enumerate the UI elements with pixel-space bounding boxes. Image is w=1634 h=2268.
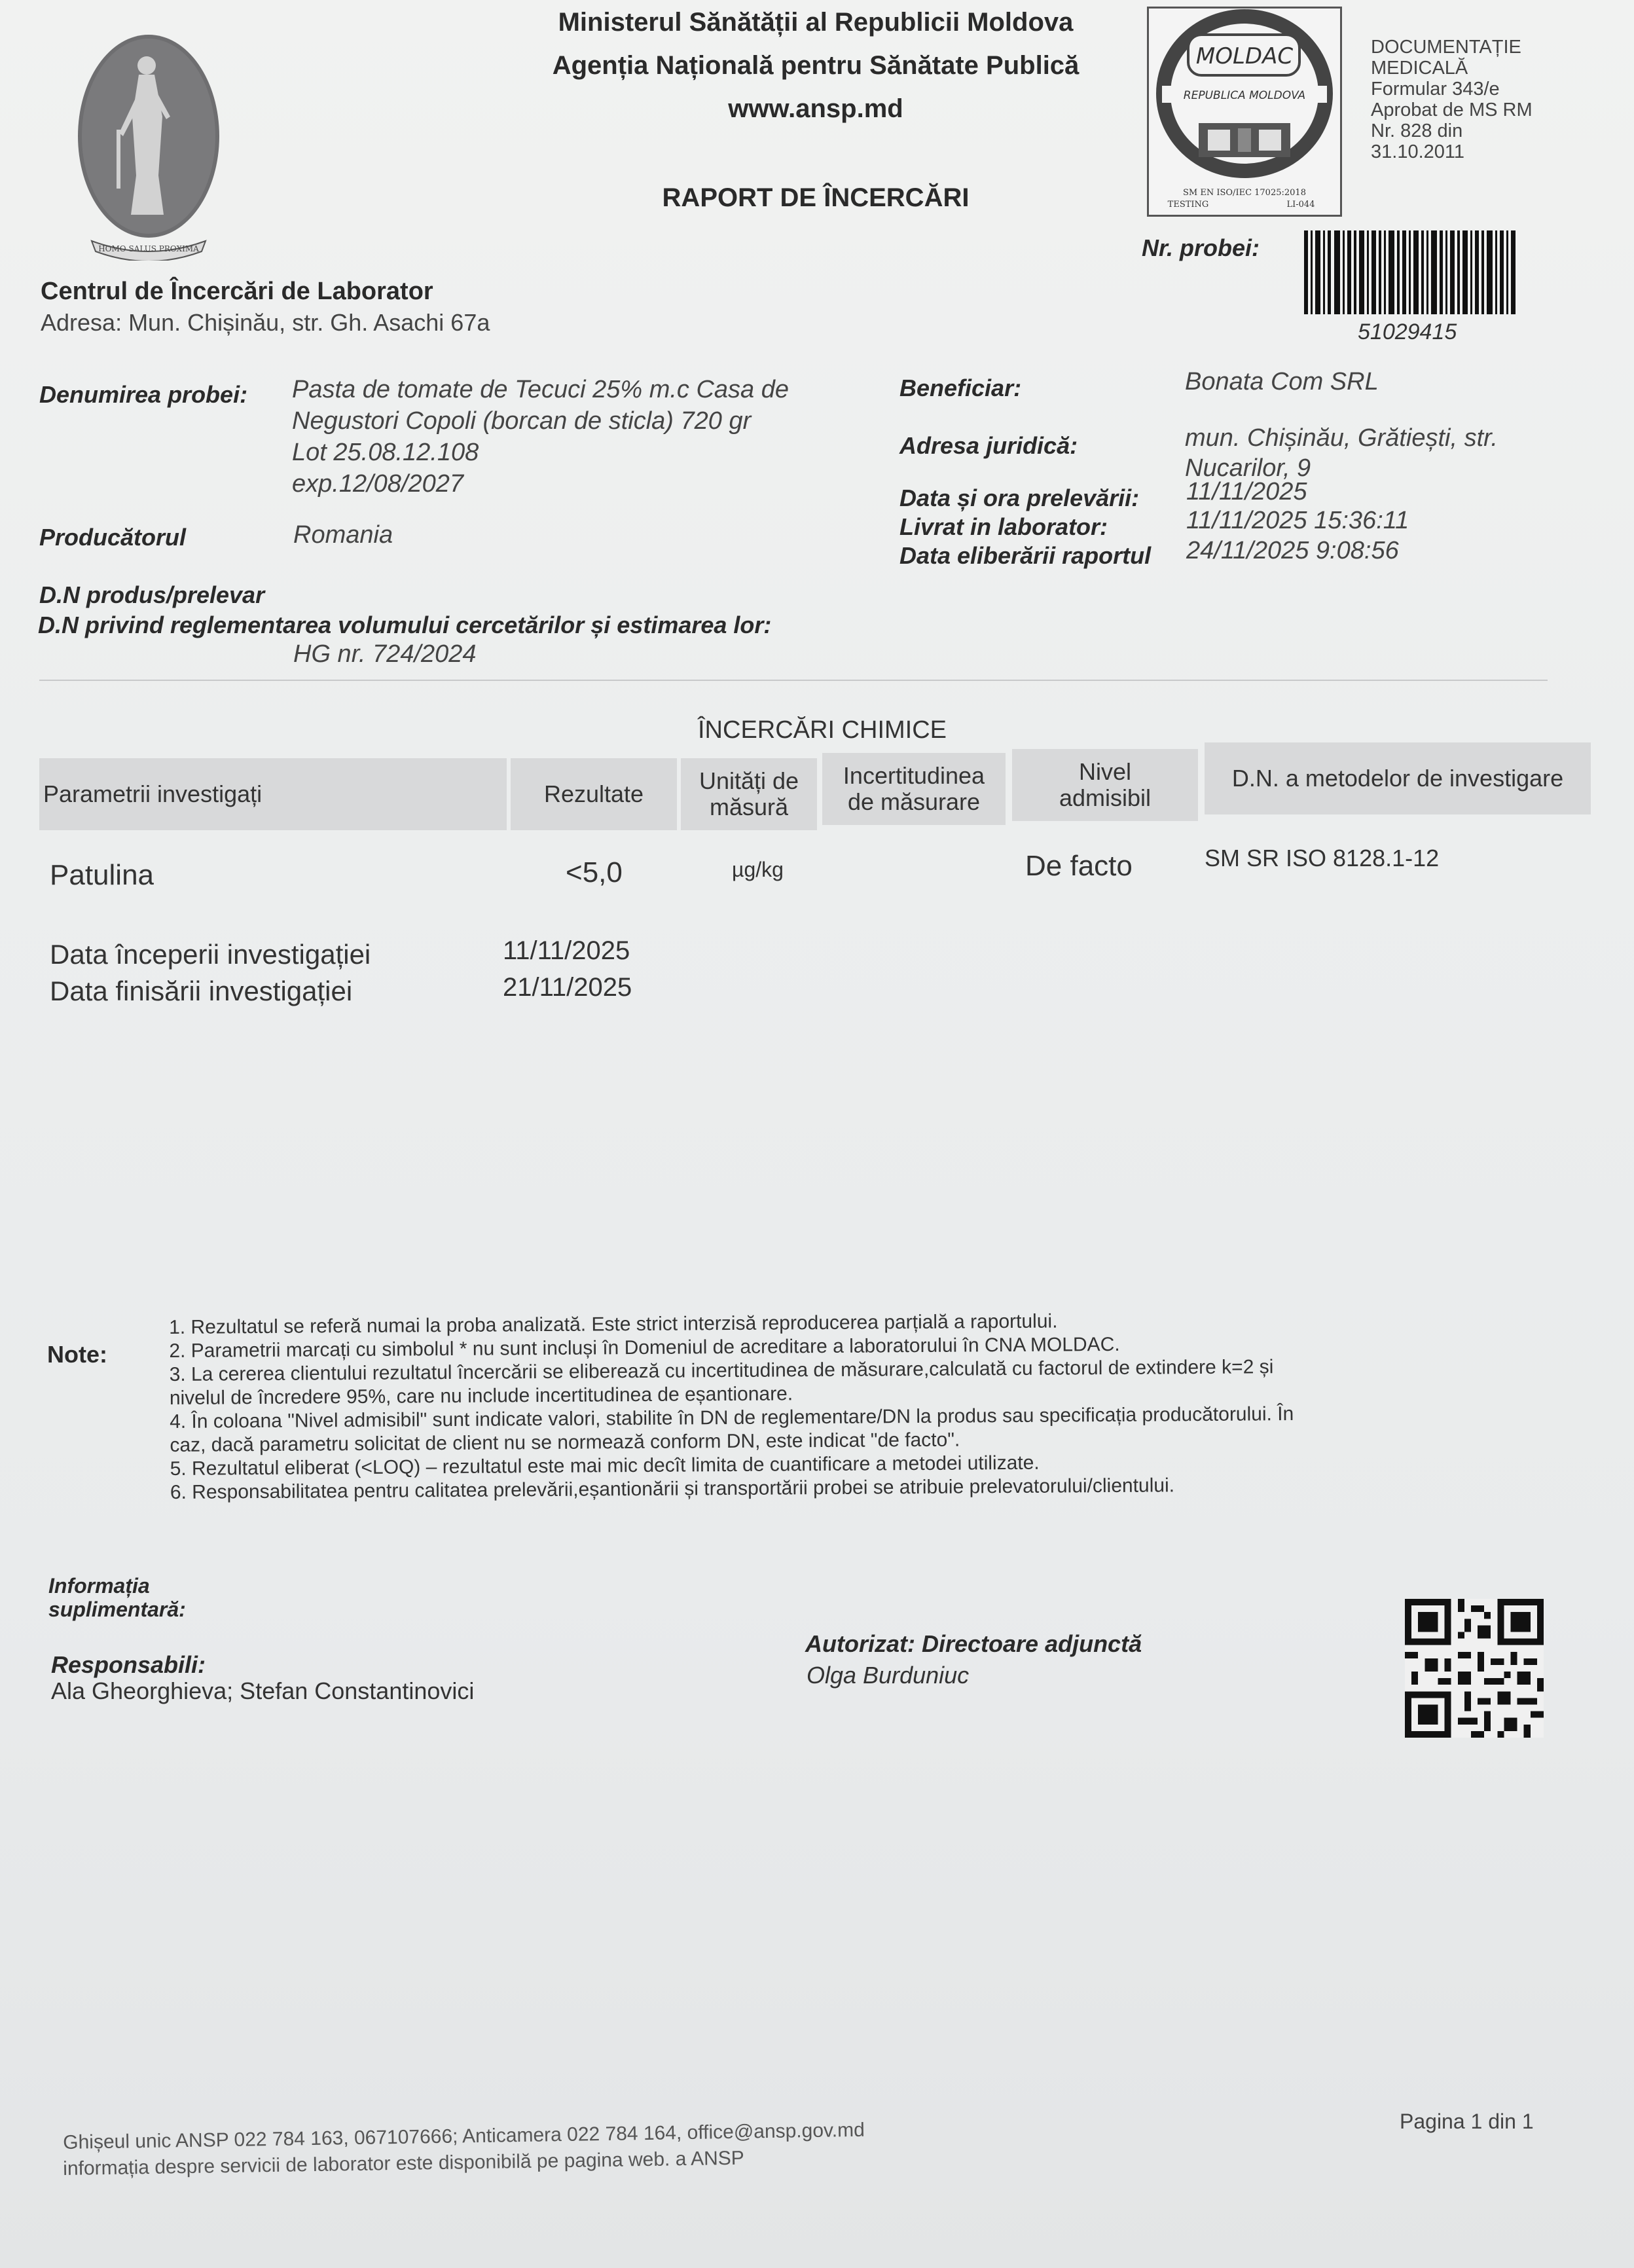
sampling-date-value: 11/11/2025 (1186, 478, 1307, 505)
column-header-label: Incertitudinea (843, 762, 985, 789)
doc-ref-line: Aprobat de MS RM (1371, 100, 1533, 120)
extra-info-label (48, 1574, 186, 1621)
report-title: RAPORT DE ÎNCERCĂRI (662, 183, 970, 212)
doc-ref-line: MEDICALĂ (1371, 58, 1468, 79)
column-header-label: admisibil (1059, 784, 1152, 811)
doc-ref-line: Formular 343/e (1371, 79, 1500, 100)
agency-title: Agenția Națională pentru Sănătate Publică (552, 51, 1080, 80)
footer-contacts: Ghișeul unic ANSP 022 784 163, 067107666; Anticamera 022 784 164, office@ansp.gov.md (63, 2119, 865, 2153)
producer-value: Romania (293, 521, 393, 549)
page-number: Pagina 1 din 1 (1400, 2110, 1534, 2133)
note-item: nivelul de încredere 95%, care nu include incertitudinea de eșantionare. (169, 1383, 793, 1409)
responsible-names: Ala Gheorghieva; Stefan Constantinovici (51, 1677, 475, 1704)
svg-text:HOMO SALUS PROXIMA: HOMO SALUS PROXIMA (98, 244, 199, 253)
beneficiary-label: Beneficiar: (899, 375, 1022, 401)
svg-text:REPUBLICA MOLDOVA: REPUBLICA MOLDOVA (1183, 89, 1306, 102)
column-header-units (681, 758, 817, 830)
column-header-label: D.N. a metodelor de investigare (1231, 765, 1564, 792)
column-header-label: de măsurare (847, 788, 981, 815)
sample-name-line: Pasta de tomate de Tecuci 25% m.c Casa de (292, 376, 790, 403)
svg-text:MOLDAC: MOLDAC (1195, 43, 1294, 69)
authorized-name: Olga Burduniuc (807, 1662, 970, 1689)
producer-label: Producătorul (39, 524, 187, 551)
end-date-value: 21/11/2025 (503, 973, 632, 1002)
result-cell: <5,0 (566, 856, 623, 888)
website: www.ansp.md (728, 94, 903, 123)
note-item: 4. În coloana "Nivel admisibil" sunt indicate valori, stabilite în DN de reglementare/DN la produs sau specificația producătorului. În (170, 1403, 1294, 1433)
column-header-label: Nivel (1078, 758, 1131, 785)
responsible-label: Responsabili: (51, 1651, 206, 1678)
issued-date-label: Data eliberării raportul (899, 542, 1152, 569)
sample-number-label: Nr. probei: (1142, 234, 1260, 261)
beneficiary-value: Bonata Com SRL (1185, 368, 1379, 395)
authorized-label: Autorizat: Directoare adjunctă (805, 1630, 1142, 1657)
note-item: caz, dacă parametru solicitat de client nu se normează conform DN, este indicat "de facto". (170, 1429, 960, 1456)
sample-name-line: Negustori Copoli (borcan de sticla) 720 gr (292, 407, 752, 435)
unit-cell: µg/kg (732, 858, 784, 881)
method-cell: SM SR ISO 8128.1-12 (1205, 845, 1440, 871)
column-header-label: Parametrii investigați (43, 780, 263, 807)
lab-address: Adresa: Mun. Chișinău, str. Gh. Asachi 67a (41, 309, 490, 336)
column-header-method (1205, 742, 1591, 814)
parameter-cell: Patulina (50, 859, 154, 891)
ministry-title: Ministerul Sănătății al Republicii Moldova (558, 8, 1074, 37)
sample-number-value: 51029415 (1358, 320, 1457, 344)
note-item: 3. La cererea clientului rezultatul încercării se eliberează cu incertitudinea de măsurare,calculată cu factorul de extindere k=2 și (169, 1356, 1274, 1385)
column-header-label: măsură (709, 794, 789, 820)
start-date-value: 11/11/2025 (503, 936, 630, 965)
column-header-uncertainty (822, 753, 1006, 825)
column-header-parameters (39, 758, 507, 830)
dn-regulation-label: D.N privind reglementarea volumului cercetărilor și estimarea lor: (38, 612, 772, 638)
sample-lot: Lot 25.08.12.108 (292, 439, 479, 466)
doc-ref-line: DOCUMENTAȚIE (1371, 37, 1521, 58)
column-header-results (511, 758, 677, 830)
column-header-admissible-level (1012, 749, 1198, 821)
start-date-label: Data începerii investigației (50, 939, 371, 970)
lab-name: Centrul de Încercări de Laborator (41, 278, 433, 305)
column-header-label: Unități de (699, 767, 799, 794)
delivered-label: Livrat in laborator: (899, 513, 1108, 540)
section-title: ÎNCERCĂRI CHIMICE (698, 716, 947, 744)
notes-list (169, 1308, 1294, 1505)
barcode-icon (1303, 230, 1519, 314)
legal-address-label: Adresa juridică: (899, 432, 1078, 459)
footer-info: informația despre servicii de laborator este disponibilă pe pagina web. a ANSP (63, 2147, 744, 2180)
end-date-label: Data finisării investigației (50, 976, 353, 1006)
dn-regulation-value: HG nr. 724/2024 (293, 640, 477, 668)
issued-date-value: 24/11/2025 9:08:56 (1186, 537, 1399, 564)
sample-name-label: Denumirea probei: (39, 381, 248, 408)
note-item: 1. Rezultatul se referă numai la proba analizată. Este strict interzisă reproducerea parțială a raportului. (169, 1310, 1058, 1338)
delivered-value: 11/11/2025 15:36:11 (1186, 507, 1409, 534)
table-row (0, 845, 1634, 897)
emblem-icon (73, 18, 230, 261)
extra-info-line: suplimentară: (48, 1598, 186, 1621)
note-item: 5. Rezultatul eliberat (<LOQ) – rezultatul este mai mic decît limita de cuantificare a metodei utilizate. (170, 1452, 1040, 1480)
note-item: 6. Responsabilitatea pentru calitatea prelevării,eșantionării și transportării probei se atribuie prelevatorului/clientului. (170, 1474, 1175, 1503)
divider (39, 680, 1548, 681)
svg-text:SM EN ISO/IEC 17025:2018: SM EN ISO/IEC 17025:2018 (1183, 188, 1306, 198)
svg-text:TESTING: TESTING (1167, 200, 1209, 210)
doc-ref-line: Nr. 828 din (1371, 120, 1463, 141)
document-reference (1371, 37, 1533, 162)
legal-address-line: mun. Chișinău, Grătiești, str. (1185, 424, 1498, 452)
sampling-date-label: Data și ora prelevării: (899, 485, 1140, 511)
note-item: 2. Parametrii marcați cu simbolul * nu sunt incluși în Domeniul de acreditare a laboratorului în CNA MOLDAC. (169, 1333, 1120, 1362)
sample-expiry: exp.12/08/2027 (292, 470, 464, 498)
column-header-label: Rezultate (543, 780, 644, 807)
extra-info-line: Informația (48, 1574, 150, 1598)
moldac-logo-icon (1147, 7, 1342, 217)
svg-text:LI-044: LI-044 (1286, 200, 1315, 210)
notes-label: Note: (47, 1341, 107, 1368)
legal-address-line: Nucarilor, 9 (1185, 454, 1311, 482)
qr-code-icon (1405, 1599, 1544, 1738)
admissible-level-cell: De facto (1025, 850, 1133, 882)
dn-product-label: D.N produs/prelevar (39, 581, 265, 608)
doc-ref-line: 31.10.2011 (1371, 141, 1464, 162)
